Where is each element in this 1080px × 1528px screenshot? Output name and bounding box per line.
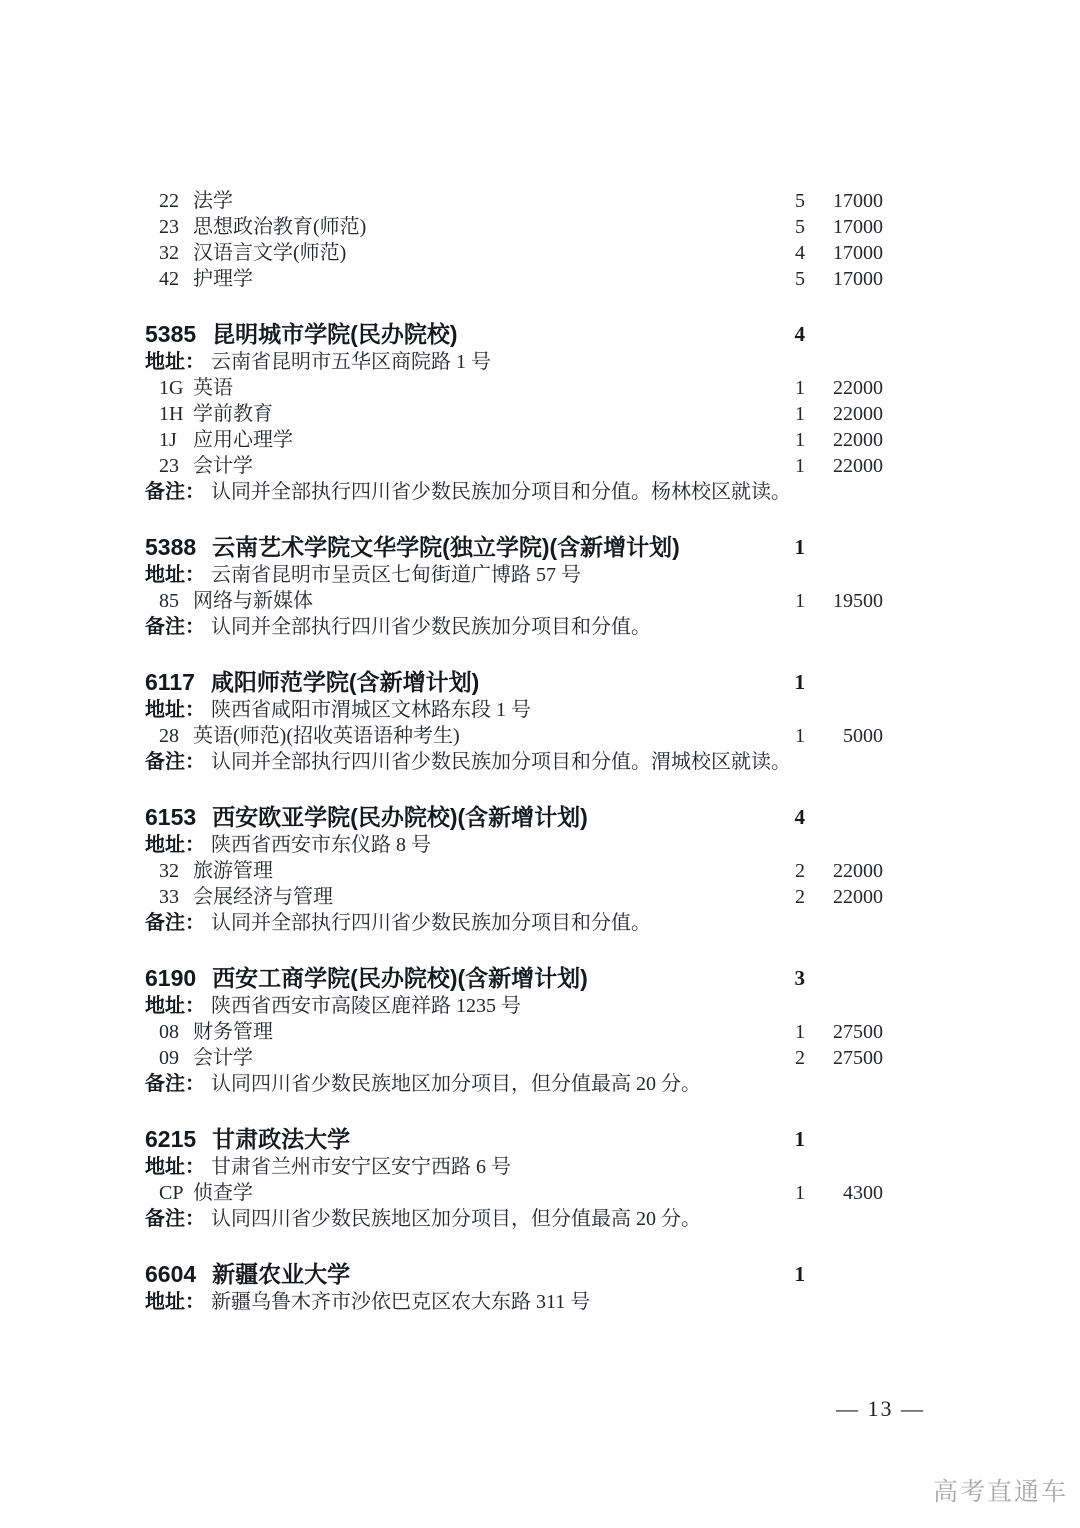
major-row — [145, 453, 883, 479]
major-name: 英语(师范)(招收英语语种考生) — [193, 725, 460, 747]
major-name: 侦查学 — [193, 1182, 253, 1204]
major-row — [145, 1019, 883, 1045]
address-row — [145, 1154, 883, 1180]
school-plan-count: 1 — [794, 1127, 805, 1151]
address-label: 地址： — [145, 1291, 205, 1313]
school-name: 西安欧亚学院(民办院校)(含新增计划) — [212, 804, 588, 830]
major-name: 应用心理学 — [193, 429, 293, 451]
major-name: 思想政治教育(师范) — [193, 216, 367, 238]
major-name: 财务管理 — [193, 1021, 273, 1043]
school-plan-count: 3 — [794, 966, 805, 990]
major-code: 22 — [159, 190, 179, 212]
major-name: 英语 — [193, 377, 233, 399]
major-name: 法学 — [193, 190, 233, 212]
address-text: 新疆乌鲁木齐市沙依巴克区农大东路 311 号 — [211, 1291, 591, 1313]
major-fee: 5000 — [843, 725, 883, 747]
address-text: 陕西省咸阳市渭城区文林路东段 1 号 — [211, 699, 531, 721]
major-count: 1 — [795, 590, 805, 612]
major-name: 会展经济与管理 — [193, 886, 333, 908]
major-fee: 4300 — [843, 1182, 883, 1204]
major-fee: 22000 — [833, 403, 883, 425]
spacer — [805, 1124, 883, 1154]
major-count: 1 — [795, 725, 805, 747]
major-name: 网络与新媒体 — [193, 590, 313, 612]
remark-row — [145, 479, 883, 505]
school-name: 新疆农业大学 — [212, 1261, 351, 1287]
major-name: 旅游管理 — [193, 860, 273, 882]
major-code: 23 — [159, 455, 179, 477]
major-code: 32 — [159, 860, 179, 882]
major-code: 32 — [159, 242, 179, 264]
major-code: 85 — [159, 590, 179, 612]
school-code: 6215 — [145, 1126, 197, 1152]
school-title-row — [145, 963, 883, 993]
address-label: 地址： — [145, 699, 205, 721]
major-code: 1J — [159, 429, 177, 451]
school-section-5388 — [145, 532, 883, 640]
remark-row — [145, 1206, 883, 1232]
major-code: 33 — [159, 886, 179, 908]
address-row — [145, 832, 883, 858]
major-row — [145, 240, 883, 266]
address-label: 地址： — [145, 1156, 205, 1178]
school-title-row — [145, 532, 883, 562]
document-content — [145, 188, 883, 1315]
remark-text: 认同并全部执行四川省少数民族加分项目和分值。渭城校区就读。 — [211, 751, 791, 773]
school-section-6117 — [145, 667, 883, 775]
address-label: 地址： — [145, 995, 205, 1017]
address-text: 云南省昆明市五华区商院路 1 号 — [211, 351, 491, 373]
major-fee: 22000 — [833, 429, 883, 451]
major-name: 汉语言文学(师范) — [193, 242, 347, 264]
major-count: 5 — [795, 268, 805, 290]
school-name: 甘肃政法大学 — [212, 1126, 351, 1152]
address-row — [145, 1289, 883, 1315]
major-fee: 17000 — [833, 268, 883, 290]
school-title-row — [145, 802, 883, 832]
remark-label: 备注： — [145, 1208, 205, 1230]
major-fee: 22000 — [833, 860, 883, 882]
major-row — [145, 1045, 883, 1071]
spacer — [805, 532, 883, 562]
major-fee: 22000 — [833, 886, 883, 908]
major-name: 会计学 — [193, 455, 253, 477]
page-number: — 13 — — [836, 1396, 925, 1421]
address-row — [145, 562, 883, 588]
major-count: 1 — [795, 1021, 805, 1043]
school-name: 西安工商学院(民办院校)(含新增计划) — [212, 965, 588, 991]
major-code: 1G — [159, 377, 184, 399]
major-count: 5 — [795, 190, 805, 212]
remark-row — [145, 614, 883, 640]
school-section-6153 — [145, 802, 883, 936]
address-text: 陕西省西安市东仪路 8 号 — [211, 834, 431, 856]
spacer — [805, 963, 883, 993]
major-row — [145, 188, 883, 214]
major-row — [145, 1180, 883, 1206]
major-count: 2 — [795, 1047, 805, 1069]
major-row — [145, 375, 883, 401]
major-fee: 17000 — [833, 242, 883, 264]
address-text: 陕西省西安市高陵区鹿祥路 1235 号 — [211, 995, 521, 1017]
address-label: 地址： — [145, 834, 205, 856]
school-title-row — [145, 319, 883, 349]
major-row — [145, 884, 883, 910]
school-title-row — [145, 1124, 883, 1154]
major-code: 09 — [159, 1047, 179, 1069]
remark-label: 备注： — [145, 751, 205, 773]
major-fee: 27500 — [833, 1021, 883, 1043]
school-name: 咸阳师范学院(含新增计划) — [210, 669, 480, 695]
school-plan-count: 1 — [794, 535, 805, 559]
remark-row — [145, 1071, 883, 1097]
major-row — [145, 214, 883, 240]
school-code: 5388 — [145, 534, 197, 560]
major-fee: 22000 — [833, 377, 883, 399]
major-count: 5 — [795, 216, 805, 238]
major-row — [145, 858, 883, 884]
school-plan-count: 4 — [794, 322, 805, 346]
major-code: 42 — [159, 268, 179, 290]
major-code: 08 — [159, 1021, 179, 1043]
major-count: 1 — [795, 1182, 805, 1204]
address-label: 地址： — [145, 564, 205, 586]
major-row — [145, 427, 883, 453]
remark-text: 认同四川省少数民族地区加分项目，但分值最高 20 分。 — [211, 1208, 701, 1230]
school-section-6604 — [145, 1259, 883, 1315]
spacer — [805, 667, 883, 697]
school-code: 6153 — [145, 804, 197, 830]
remark-text: 认同四川省少数民族地区加分项目，但分值最高 20 分。 — [211, 1073, 701, 1095]
school-section-6190 — [145, 963, 883, 1097]
watermark-gaokao-zhitongche: 高考直通车 — [932, 1478, 1068, 1506]
major-count: 2 — [795, 886, 805, 908]
address-row — [145, 697, 883, 723]
address-text: 甘肃省兰州市安宁区安宁西路 6 号 — [211, 1156, 511, 1178]
major-row — [145, 723, 883, 749]
remark-row — [145, 749, 883, 775]
school-title-row — [145, 1259, 883, 1289]
major-row — [145, 401, 883, 427]
remark-label: 备注： — [145, 1073, 205, 1095]
major-fee: 17000 — [833, 190, 883, 212]
school-code: 6117 — [145, 669, 195, 695]
major-fee: 22000 — [833, 455, 883, 477]
major-name: 学前教育 — [193, 403, 273, 425]
spacer — [805, 1259, 883, 1289]
school-section-6215 — [145, 1124, 883, 1232]
major-code: 23 — [159, 216, 179, 238]
major-fee: 19500 — [833, 590, 883, 612]
school-code: 5385 — [145, 321, 197, 347]
major-fee: 27500 — [833, 1047, 883, 1069]
major-count: 1 — [795, 377, 805, 399]
remark-label: 备注： — [145, 912, 205, 934]
remark-text: 认同并全部执行四川省少数民族加分项目和分值。杨林校区就读。 — [211, 481, 791, 503]
remark-row — [145, 910, 883, 936]
school-code: 6190 — [145, 965, 197, 991]
major-fee: 17000 — [833, 216, 883, 238]
school-section-5385 — [145, 319, 883, 505]
major-row — [145, 588, 883, 614]
major-code: CP — [159, 1182, 184, 1204]
major-name: 护理学 — [193, 268, 253, 290]
remark-text: 认同并全部执行四川省少数民族加分项目和分值。 — [211, 616, 651, 638]
school-plan-count: 1 — [794, 670, 805, 694]
address-text: 云南省昆明市呈贡区七甸街道广博路 57 号 — [211, 564, 581, 586]
major-code: 28 — [159, 725, 179, 747]
spacer — [805, 319, 883, 349]
major-row — [145, 266, 883, 292]
continued-majors-block — [145, 188, 883, 292]
major-name: 会计学 — [193, 1047, 253, 1069]
school-plan-count: 1 — [794, 1262, 805, 1286]
school-title-row — [145, 667, 883, 697]
address-row — [145, 349, 883, 375]
school-plan-count: 4 — [794, 805, 805, 829]
remark-text: 认同并全部执行四川省少数民族加分项目和分值。 — [211, 912, 651, 934]
remark-label: 备注： — [145, 616, 205, 638]
remark-label: 备注： — [145, 481, 205, 503]
major-count: 4 — [795, 242, 805, 264]
major-count: 1 — [795, 403, 805, 425]
school-name: 云南艺术学院文华学院(独立学院)(含新增计划) — [212, 534, 680, 560]
major-count: 1 — [795, 429, 805, 451]
address-row — [145, 993, 883, 1019]
school-code: 6604 — [145, 1261, 197, 1287]
major-count: 1 — [795, 455, 805, 477]
major-count: 2 — [795, 860, 805, 882]
major-code: 1H — [159, 403, 184, 425]
spacer — [805, 802, 883, 832]
address-label: 地址： — [145, 351, 205, 373]
school-name: 昆明城市学院(民办院校) — [212, 321, 458, 347]
